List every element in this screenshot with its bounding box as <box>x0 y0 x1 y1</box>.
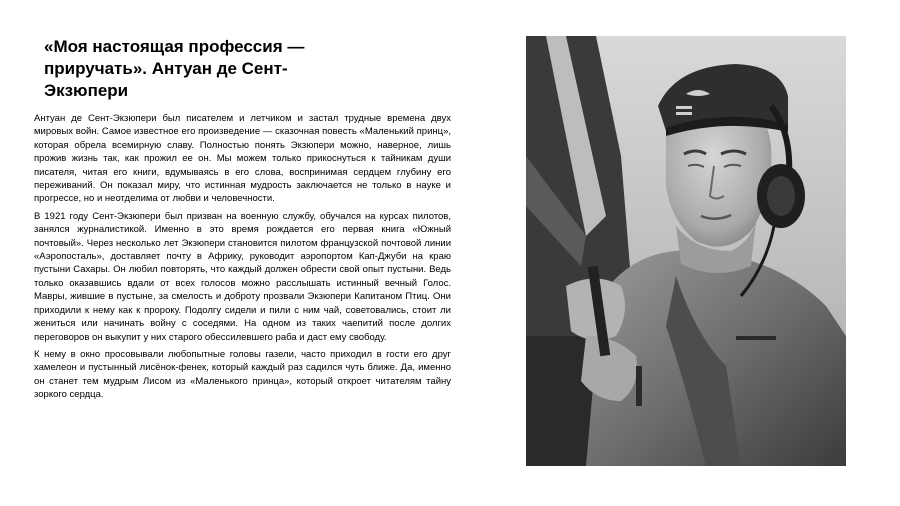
pilot-portrait-photo <box>526 36 846 466</box>
paragraph-3: К нему в окно просовывали любопытные головы газели, часто приходил в гости его друг хамелеон и пустынный лисёнок-фенек, который каждый раз садился чуть ближе. Да, именно он станет тем мудрым Лисом из «Маленького принца», который откроет читателям тайну зоркого сердца. <box>34 348 451 401</box>
page-title: «Моя настоящая профессия — приручать». Антуан де Сент-Экзюпери <box>44 37 305 100</box>
paragraph-1: Антуан де Сент-Экзюпери был писателем и летчиком и застал трудные времена двух мировых войн. Самое известное его произведение — сказочная повесть «Маленький принц», которая обрела всемирную славу. Полностью понять Экзюпери можно, наверное, лишь прожив жизнь так, как прожил ее он. Мы можем только прикоснуться к тайникам души писателя, читая его книги, вдумываясь в его слова, воспринимая сердцем глубину его переживаний. Он показал миру, что истинная мудрость заключается не только в науке и прогрессе, но и неотделима от любви и человечности. <box>34 113 451 205</box>
article-body <box>34 112 451 406</box>
paragraph-2: В 1921 году Сент-Экзюпери был призван на военную службу, обучался на курсах пилотов, занялся журналистикой. Именно в это время рождается его первая книга «Южный почтовый». Через несколько лет Экзюпери становится пилотом французской почтовой линии «Аэропосталь», доставляет почту в Африку, руководит аэропортом Кап-Джуби на краю пустыни Сахары. Он любил повторять, что каждый должен обрести свой опыт пустыни. Ведь только оказавшись вдали от всех голосов можно расслышать истинный вечный Голос. Мавры, жившие в пустыне, за смелость и доброту прозвали Экзюпери Капитаном Птиц. Они приходили к нему как к пророку. Подолгу сидели и пили с ним чай, советовались, стоит ли жениться или начинать войну с соседями. На одном из таких чаепитий после долгих переговоров он выкупит у них старого обессилевшего раба и даст ему свободу. <box>34 210 451 343</box>
